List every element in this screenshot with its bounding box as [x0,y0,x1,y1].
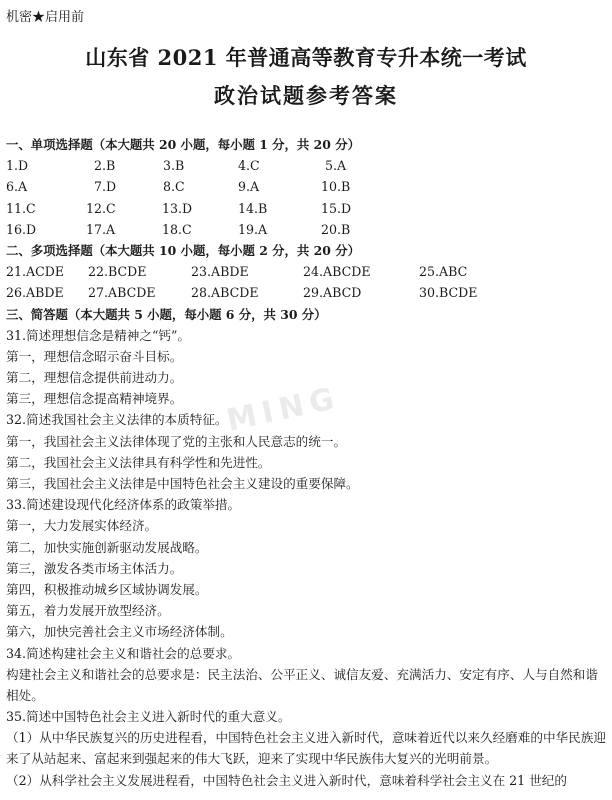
answer-item: 3.B [163,158,185,174]
answer-item: 16.D [6,221,37,237]
answer-point: 第四，积极推动城乡区域协调发展。 [6,581,208,597]
answer-item: 28.ABCDE [191,285,259,301]
question-title: 31.简述理想信念是精神之“钙”。 [6,327,191,343]
answer-item: 9.A [238,179,260,195]
answer-point: 第三，激发各类市场主体活力。 [6,560,183,576]
answer-item: 23.ABDE [191,264,249,280]
answer-paragraph: （1）从中华民族复兴的历史进程看，中国特色社会主义进入新时代，意味着近代以来久经磨难的中华民族迎来了从站起来、富起来到强起来的伟大飞跃，迎来了实现中华民族伟大复兴的光明前景。 [6,730,606,767]
answer-item: 22.BCDE [88,264,147,280]
answer-item: 11.C [6,200,36,216]
answer-item: 27.ABCDE [88,285,156,301]
answer-item: 15.D [321,200,352,216]
single-choice-row [6,219,608,240]
section-heading-short-answer: 三、简答题（本大题共 5 小题，每小题 6 分，共 30 分） [6,306,327,322]
multiple-choice-row [6,282,608,303]
answer-item: 13.D [162,200,193,216]
answer-item: 21.ACDE [6,264,65,280]
answer-item: 12.C [86,200,116,216]
section-heading-multiple-choice: 二、多项选择题（本大题共 10 小题，每小题 2 分，共 20 分） [6,242,360,258]
question-title: 32.简述我国社会主义法律的本质特征。 [6,412,228,428]
answer-point: 第一，我国社会主义法律体现了党的主张和人民意志的统一。 [6,433,347,449]
answer-point: 第六，加快完善社会主义市场经济体制。 [6,624,233,640]
answer-item: 26.ABDE [6,285,64,301]
answer-paragraph: （2）从科学社会主义发展进程看，中国特色社会主义进入新时代，意味着科学社会主义在 21 世纪的 [6,772,567,788]
answer-point: 第一，理想信念昭示奋斗目标。 [6,348,183,364]
multiple-choice-row [6,261,608,282]
answer-item: 30.BCDE [419,285,478,301]
question-title: 34.简述构建社会主义和谐社会的总要求。 [6,645,241,661]
answer-item: 1.D [6,158,29,174]
question-title: 33.简述建设现代化经济体系的政策举措。 [6,497,241,513]
question-title: 35.简述中国特色社会主义进入新时代的重大意义。 [6,709,291,725]
answer-item: 14.B [238,200,268,216]
answer-point: 第三，我国社会主义法律是中国特色社会主义建设的重要保障。 [6,476,359,491]
answer-paragraph: 构建社会主义和谐社会的总要求是：民主法治、公平正义、诚信友爱、充满活力、安定有序、人与自然和谐相处。 [6,666,598,703]
answer-item: 24.ABCDE [303,264,371,280]
answer-item: 2.B [94,158,116,174]
watermark: MING [223,380,344,439]
answer-point: 第二，加快实施创新驱动发展战略。 [6,539,208,555]
answer-item: 18.C [162,221,192,237]
answer-item: 29.ABCD [303,285,362,301]
answer-item: 7.D [94,179,117,195]
single-choice-row [6,155,608,176]
answer-item: 4.C [238,158,260,174]
confidential-mark: 机密★启用前 [6,10,85,25]
answer-item: 5.A [325,158,347,174]
answer-item: 6.A [6,179,28,195]
answer-item: 25.ABC [419,264,468,280]
exam-subtitle: 政治试题参考答案 [214,83,398,108]
answer-point: 第五，着力发展开放型经济。 [6,603,170,619]
section-heading-single-choice: 一、单项选择题（本大题共 20 小题，每小题 1 分，共 20 分） [6,137,360,152]
answer-item: 19.A [238,221,268,237]
answer-point: 第一，大力发展实体经济。 [6,518,158,534]
answer-content [6,134,608,791]
exam-title: 山东省 2021 年普通高等教育专升本统一考试 [85,45,527,70]
answer-item: 10.B [321,179,351,195]
answer-item: 8.C [163,179,185,195]
answer-point: 第二，理想信念提供前进动力。 [6,370,183,386]
answer-point: 第二，我国社会主义法律具有科学性和先进性。 [6,454,271,470]
answer-item: 17.A [86,221,116,237]
single-choice-row [6,176,608,197]
answer-point: 第三，理想信念提高精神境界。 [6,391,183,407]
single-choice-row [6,198,608,219]
answer-item: 20.B [321,221,351,237]
